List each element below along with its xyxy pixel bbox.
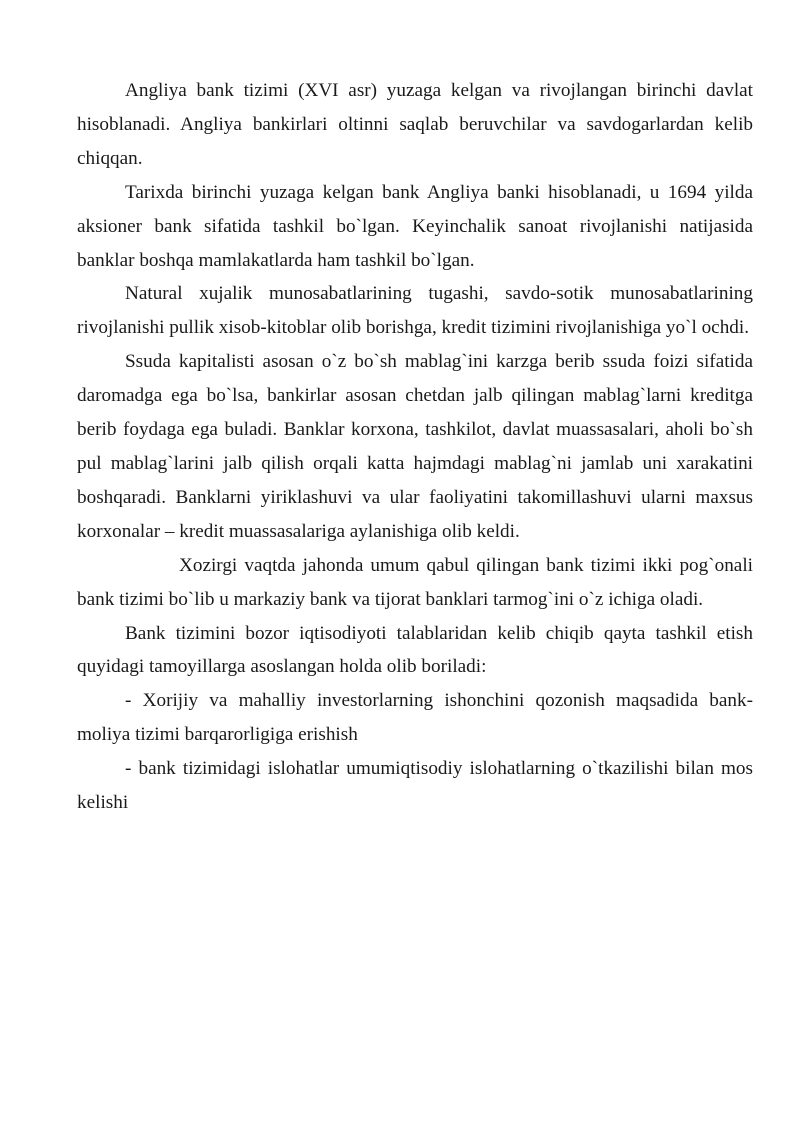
paragraph-england-banking-origin: Angliya bank tizimi (XVI asr) yuzaga kelgan va rivojlangan birinchi davlat hisoblanadi. Angliya bankirlari oltinni saqlab beruvchilar va savdogarlardan kelib chiqqan. — [77, 80, 753, 169]
list-item-investor-confidence: - Xorijiy va mahalliy investorlarning ishonchini qozonish maqsadida bank-moliya tizimi barqarorligiga erishish — [77, 690, 753, 746]
paragraph-bank-of-england-history: Tarixda birinchi yuzaga kelgan bank Angliya banki hisoblanadi, u 1694 yilda aksioner bank sifatida tashkil bo`lgan. Keyinchalik sanoat rivojlanishi natijasida banklar boshqa mamlakatlarda ham tashkil bo`lgan. — [77, 181, 753, 271]
paragraph-two-tier-system: Xozirgi vaqtda jahonda umum qabul qilingan bank tizimi ikki pog`onali bank tizimi bo`lib u markaziy bank va tijorat banklari tarmog`ini o`z ichiga oladi. — [77, 554, 753, 610]
paragraph-reorganization-principles: Bank tizimini bozor iqtisodiyoti talablaridan kelib chiqib qayta tashkil etish quyidagi tamoyillarga asoslangan holda olib boriladi: — [77, 622, 753, 678]
paragraph-loan-capital-vs-banks: Ssuda kapitalisti asosan o`z bo`sh mablag`ini karzga berib ssuda foizi sifatida daromadga ega bo`lsa, bankirlar asosan chetdan jalb qilingan mablag`larni kreditga berib foydaga ega buladi. Banklar korxona, tashkilot, davlat muassasalari, aholi bo`sh pul mablag`larini jalb qilish orqali katta hajmdagi mablag`ni jamlab uni xarakatini boshqaradi. Banklarni yiriklashuvi va ular faoliyatini takomillashuvi ularni maxsus korxonalar – kredit muassasalariga aylanishiga olib keldi. — [77, 351, 753, 542]
paragraph-credit-system-development: Natural xujalik munosabatlarining tugashi, savdo-sotik munosabatlarining rivojlanishi pullik xisob-kitoblar olib borishga, kredit tizimini rivojlanishiga yo`l ochdi. — [77, 283, 753, 339]
document-body — [77, 74, 753, 820]
list-item-reform-alignment: - bank tizimidagi islohatlar umumiqtisodiy islohatlarning o`tkazilishi bilan mos kelishi — [77, 758, 753, 814]
